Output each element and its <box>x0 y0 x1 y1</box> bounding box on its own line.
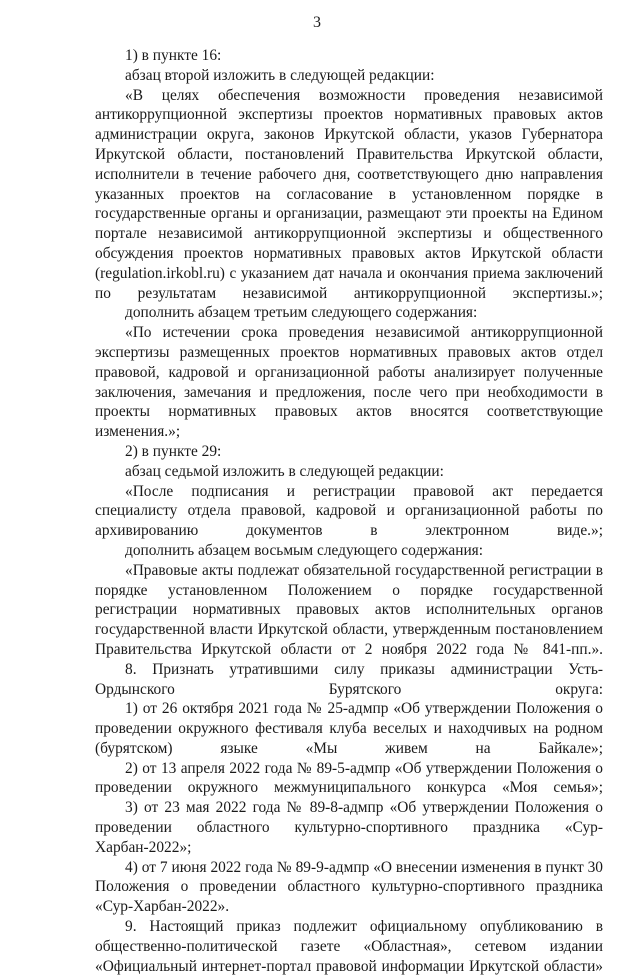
paragraph: 1) от 26 октября 2021 года № 25-адмпр «Об утверждении Положения о проведении окружного фестиваля клуба веселых и находчивых на родном (бурятском) языке «Мы живем на Байкале»; <box>95 700 603 757</box>
paragraph: 4) от 7 июня 2022 года № 89-9-адмпр «О внесении изменения в пункт 30 Положения о проведении областного культурно-спортивного праздника «Сур-Харбан-2022». <box>95 858 603 916</box>
paragraph: 3) от 23 мая 2022 года № 89-8-адмпр «Об утверждении Положения о проведении областного культурно-спортивного праздника «Сур-Харбан-2022»; <box>95 799 603 856</box>
paragraph: «По истечении срока проведения независимой антикоррупционной экспертизы размещенных проектов нормативных правовых актов отдел правовой, кадровой и организационной работы анализирует полученные заключения, замечания и предложения, после чего при необходимости в проекты нормативных правовых актов вносятся соответствующие изменения.»; <box>95 324 603 441</box>
document-body <box>95 46 603 976</box>
page-number: 3 <box>313 14 321 31</box>
paragraph: «В целях обеспечения возможности проведения независимой антикоррупционной экспертизы проектов нормативных правовых актов администрации округа, законов Иркутской области, указов Губернатора Иркутской области, постановлений Правительства Иркутской области, исполнители в течение рабочего дня, соответствующего дню направления указанных проектов на согласование в установленном порядке в государственные органы и организации, размещают эти проекты на Едином портале независимой антикоррупционной экспертизы и общественного обсуждения проектов нормативных правовых актов Иркутской области (regulation.irkobl.ru) с указанием дат начала и окончания приема заключений по результатам независимой антикоррупционной экспертизы.»; <box>95 86 603 302</box>
paragraph: «Правовые акты подлежат обязательной государственной регистрации в порядке установленном Положением о порядке государственной регистрации нормативных правовых актов исполнительных органов государственной власти Иркутской области, утвержденным постановлением Правительства Иркутской области от 2 ноября 2022 года № 841-пп.». <box>95 561 603 658</box>
paragraph: 9. Настоящий приказ подлежит официальному опубликованию в общественно-политической газете «Областная», сетевом издании «Официальный интернет-портал правовой информации Иркутской области» <box>95 918 603 975</box>
paragraph: 8. Признать утратившими силу приказы администрации Усть-Ордынского Бурятского округа: <box>95 660 603 698</box>
paragraph: 2) от 13 апреля 2022 года № 89-5-адмпр «Об утверждении Положения о проведении окружного межмуниципального конкурса «Моя семья»; <box>95 759 603 797</box>
paragraph: абзац седьмой изложить в следующей редакции: <box>125 462 444 480</box>
paragraph: 2) в пункте 29: <box>125 442 222 460</box>
paragraph: абзац второй изложить в следующей редакции: <box>125 66 435 84</box>
paragraph: «После подписания и регистрации правовой акт передается специалисту отдела правовой, кадровой и организационной работы по архивированию документов в электронном виде.»; <box>95 482 603 540</box>
paragraph: дополнить абзацем восьмым следующего содержания: <box>125 541 484 559</box>
paragraph: 1) в пункте 16: <box>125 47 222 64</box>
paragraph: дополнить абзацем третьим следующего содержания: <box>125 304 478 322</box>
